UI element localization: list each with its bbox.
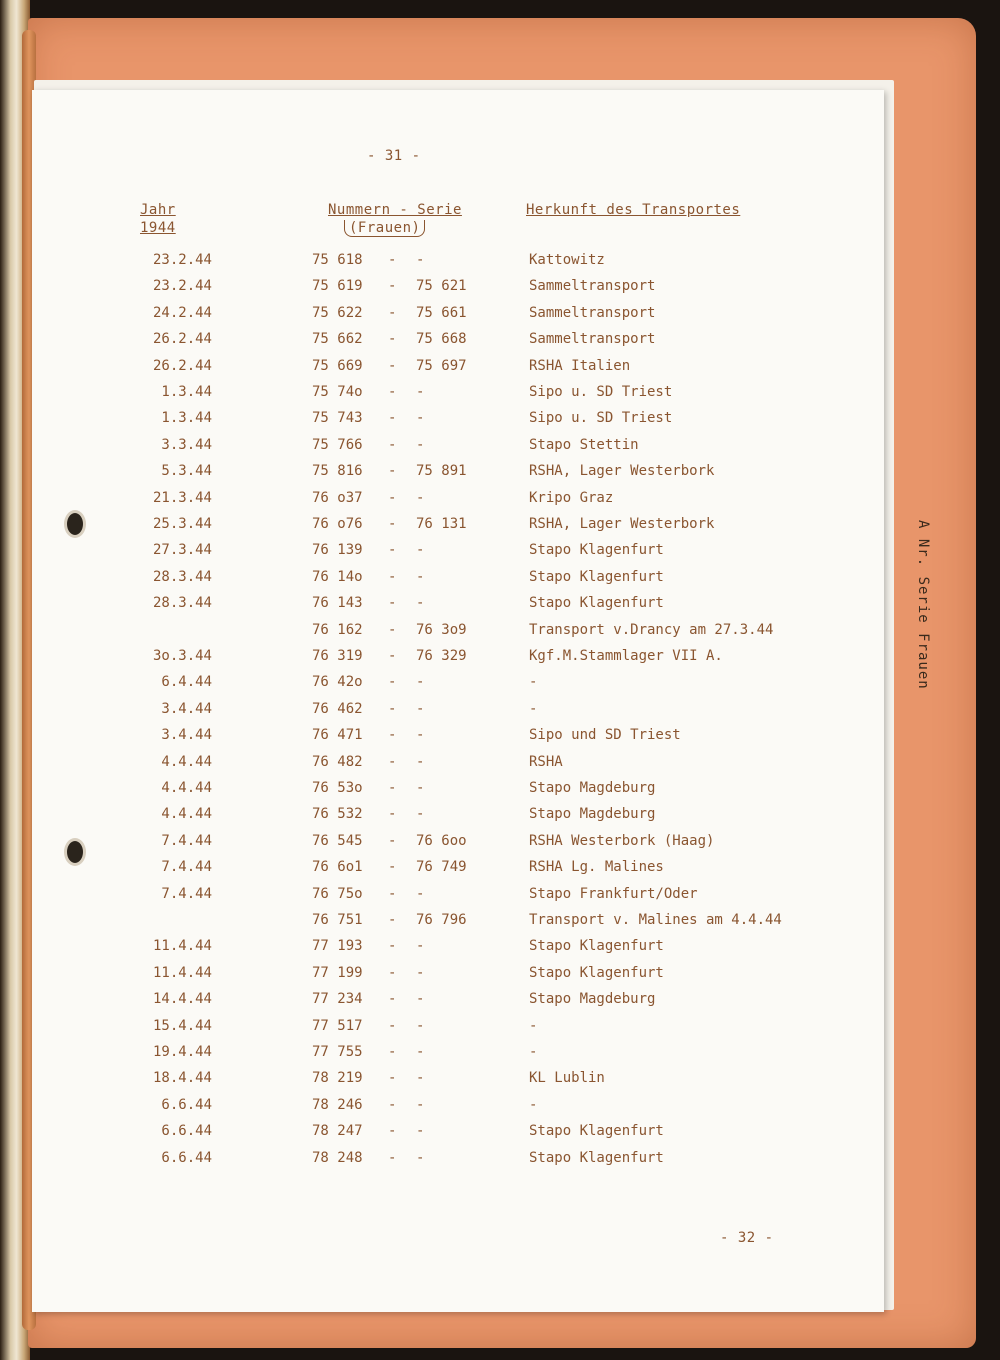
row-date: 14.4.44 <box>152 991 212 1008</box>
table-row <box>32 806 884 832</box>
row-separator: - <box>388 1017 397 1034</box>
row-origin: Sipo u. SD Triest <box>529 384 673 400</box>
row-date: 6.6.44 <box>161 1149 212 1166</box>
row-date: 28.3.44 <box>152 595 212 612</box>
table-row <box>32 780 884 806</box>
row-origin: RSHA, Lager Westerbork <box>529 463 715 480</box>
table-row <box>32 331 884 357</box>
row-separator: - <box>388 648 397 664</box>
row-number-from: 76 319 <box>312 648 363 664</box>
table-row <box>32 912 884 938</box>
row-origin: Transport v.Drancy am 27.3.44 <box>529 621 774 638</box>
row-number-from: 78 246 <box>312 1096 363 1113</box>
row-date: 11.4.44 <box>152 964 212 981</box>
row-number-to: - <box>416 753 425 770</box>
row-date: 19.4.44 <box>152 1044 212 1060</box>
row-date: 4.4.44 <box>161 753 212 770</box>
row-number-from: 77 755 <box>312 1044 363 1060</box>
row-separator: - <box>388 780 397 796</box>
row-number-to: 76 3o9 <box>416 621 467 638</box>
row-separator: - <box>388 885 397 902</box>
header-year: 1944 <box>140 220 176 236</box>
row-origin: Kattowitz <box>529 252 605 268</box>
table-row <box>32 542 884 568</box>
row-number-from: 76 482 <box>312 753 363 770</box>
row-separator: - <box>388 436 397 453</box>
table-row <box>32 569 884 595</box>
row-separator: - <box>388 304 397 321</box>
row-number-to: 76 796 <box>416 912 467 928</box>
row-date: 15.4.44 <box>152 1017 212 1034</box>
table-row <box>32 1018 884 1044</box>
row-origin: Sammeltransport <box>529 304 656 321</box>
row-origin: Sammeltransport <box>529 278 656 295</box>
table-row <box>32 886 884 912</box>
row-separator: - <box>388 1123 397 1140</box>
row-date: 18.4.44 <box>152 1070 212 1087</box>
row-origin: Stapo Stettin <box>529 436 639 453</box>
row-number-to: 75 661 <box>416 304 467 321</box>
table-row <box>32 1044 884 1070</box>
row-number-to: - <box>416 384 425 400</box>
row-number-to: - <box>416 1017 425 1034</box>
table-row <box>32 674 884 700</box>
row-origin: Stapo Klagenfurt <box>529 595 664 612</box>
row-separator: - <box>388 700 397 717</box>
row-date: 4.4.44 <box>161 806 212 823</box>
row-origin: Stapo Klagenfurt <box>529 1123 664 1140</box>
table-row <box>32 965 884 991</box>
table-row <box>32 490 884 516</box>
row-number-from: 76 143 <box>312 595 363 612</box>
side-label: A Nr. Serie Frauen <box>915 520 931 690</box>
row-separator: - <box>388 753 397 770</box>
row-number-to: 76 749 <box>416 859 467 876</box>
row-number-from: 78 219 <box>312 1070 363 1087</box>
row-date: 11.4.44 <box>152 938 212 955</box>
row-date: 7.4.44 <box>161 885 212 902</box>
row-separator: - <box>388 278 397 295</box>
row-origin: Stapo Magdeburg <box>529 780 656 796</box>
table-row <box>32 727 884 753</box>
row-origin: Sipo und SD Triest <box>529 727 681 744</box>
row-number-from: 75 619 <box>312 278 363 295</box>
row-separator: - <box>388 252 397 268</box>
header-nummern: Nummern - Serie <box>328 202 462 218</box>
table-row <box>32 859 884 885</box>
row-date: 23.2.44 <box>152 278 212 295</box>
row-origin: - <box>529 674 538 691</box>
row-number-to: - <box>416 806 425 823</box>
row-date: 1.3.44 <box>161 384 212 400</box>
row-origin: Stapo Klagenfurt <box>529 1149 664 1166</box>
row-date: 7.4.44 <box>161 832 212 849</box>
row-number-from: 76 42o <box>312 674 363 691</box>
page-number-bottom: - 32 - <box>720 1230 774 1246</box>
row-number-to: - <box>416 991 425 1008</box>
row-number-from: 75 816 <box>312 463 363 480</box>
row-separator: - <box>388 991 397 1008</box>
row-origin: Stapo Klagenfurt <box>529 964 664 981</box>
row-date: 21.3.44 <box>152 489 212 506</box>
row-number-to: - <box>416 727 425 744</box>
row-origin: Sipo u. SD Triest <box>529 410 673 427</box>
table-row <box>32 595 884 621</box>
row-number-to: - <box>416 780 425 796</box>
table-row <box>32 754 884 780</box>
row-number-to: 76 131 <box>416 516 467 532</box>
row-number-to: - <box>416 938 425 955</box>
row-separator: - <box>388 1149 397 1166</box>
row-separator: - <box>388 357 397 374</box>
row-date: 6.4.44 <box>161 674 212 691</box>
row-origin: Stapo Klagenfurt <box>529 938 664 955</box>
table-row <box>32 622 884 648</box>
row-number-from: 75 74o <box>312 384 363 400</box>
row-date: 5.3.44 <box>161 463 212 480</box>
row-origin: Stapo Klagenfurt <box>529 542 664 559</box>
row-origin: - <box>529 1096 538 1113</box>
table-row <box>32 938 884 964</box>
row-origin: - <box>529 1017 538 1034</box>
row-number-from: 76 53o <box>312 780 363 796</box>
row-number-to: - <box>416 885 425 902</box>
row-number-to: - <box>416 1096 425 1113</box>
row-date: 24.2.44 <box>152 304 212 321</box>
row-date: 27.3.44 <box>152 542 212 559</box>
row-number-from: 76 162 <box>312 621 363 638</box>
row-separator: - <box>388 595 397 612</box>
row-origin: RSHA Lg. Malines <box>529 859 664 876</box>
table-row <box>32 410 884 436</box>
row-date: 7.4.44 <box>161 859 212 876</box>
row-number-to: 75 668 <box>416 331 467 348</box>
row-origin: Stapo Magdeburg <box>529 806 656 823</box>
row-origin: RSHA Westerbork (Haag) <box>529 832 715 849</box>
row-number-from: 75 669 <box>312 357 363 374</box>
row-origin: - <box>529 1044 538 1060</box>
row-number-to: 75 621 <box>416 278 467 295</box>
header-herkunft: Herkunft des Transportes <box>526 202 741 218</box>
row-separator: - <box>388 542 397 559</box>
row-number-from: 75 622 <box>312 304 363 321</box>
row-number-from: 76 471 <box>312 727 363 744</box>
row-number-from: 77 193 <box>312 938 363 955</box>
table-row <box>32 358 884 384</box>
row-separator: - <box>388 964 397 981</box>
row-number-from: 75 766 <box>312 436 363 453</box>
row-separator: - <box>388 621 397 638</box>
row-origin: Stapo Klagenfurt <box>529 568 664 585</box>
row-separator: - <box>388 806 397 823</box>
table-row <box>32 833 884 859</box>
row-origin: Stapo Frankfurt/Oder <box>529 885 698 902</box>
row-number-to: 75 891 <box>416 463 467 480</box>
row-number-from: 76 532 <box>312 806 363 823</box>
row-separator: - <box>388 489 397 506</box>
row-date: 26.2.44 <box>152 331 212 348</box>
table-row <box>32 463 884 489</box>
row-date: 1.3.44 <box>161 410 212 427</box>
row-date: 25.3.44 <box>152 516 212 532</box>
row-date: 6.6.44 <box>161 1096 212 1113</box>
row-origin: RSHA <box>529 753 563 770</box>
row-number-to: - <box>416 410 425 427</box>
page-number-top: - 31 - <box>367 148 421 164</box>
row-separator: - <box>388 1070 397 1087</box>
row-number-to: - <box>416 595 425 612</box>
row-number-from: 76 462 <box>312 700 363 717</box>
row-date: 3.3.44 <box>161 436 212 453</box>
row-number-from: 78 247 <box>312 1123 363 1140</box>
row-date: 4.4.44 <box>161 780 212 796</box>
row-origin: Kgf.M.Stammlager VII A. <box>529 648 723 664</box>
row-date: 3o.3.44 <box>152 648 212 664</box>
table-row <box>32 701 884 727</box>
row-origin: Kripo Graz <box>529 489 614 506</box>
row-number-to: - <box>416 964 425 981</box>
row-number-from: 76 14o <box>312 568 363 585</box>
table-row <box>32 1097 884 1123</box>
row-origin: Transport v. Malines am 4.4.44 <box>529 912 782 928</box>
table-row <box>32 991 884 1017</box>
row-number-from: 76 o37 <box>312 489 363 506</box>
table-row <box>32 384 884 410</box>
row-number-from: 76 75o <box>312 885 363 902</box>
row-separator: - <box>388 1044 397 1060</box>
row-number-to: - <box>416 1044 425 1060</box>
row-date: 3.4.44 <box>161 727 212 744</box>
row-number-from: 76 6o1 <box>312 859 363 876</box>
row-separator: - <box>388 384 397 400</box>
table-row <box>32 516 884 542</box>
row-separator: - <box>388 859 397 876</box>
row-separator: - <box>388 912 397 928</box>
row-number-to: - <box>416 1149 425 1166</box>
table-row <box>32 437 884 463</box>
table-row <box>32 648 884 674</box>
table-row <box>32 278 884 304</box>
row-separator: - <box>388 938 397 955</box>
row-separator: - <box>388 674 397 691</box>
row-origin: - <box>529 700 538 717</box>
row-number-from: 75 743 <box>312 410 363 427</box>
row-separator: - <box>388 331 397 348</box>
row-origin: KL Lublin <box>529 1070 605 1087</box>
row-number-from: 77 517 <box>312 1017 363 1034</box>
row-number-from: 76 o76 <box>312 516 363 532</box>
table-row <box>32 1070 884 1096</box>
row-separator: - <box>388 463 397 480</box>
row-number-from: 76 139 <box>312 542 363 559</box>
row-number-to: - <box>416 1123 425 1140</box>
row-number-to: 76 329 <box>416 648 467 664</box>
row-number-from: 76 545 <box>312 832 363 849</box>
row-number-to: - <box>416 568 425 585</box>
table-row <box>32 1150 884 1176</box>
document-page <box>32 90 884 1312</box>
row-separator: - <box>388 1096 397 1113</box>
header-jahr: Jahr <box>140 202 176 218</box>
row-date: 3.4.44 <box>161 700 212 717</box>
row-date: 23.2.44 <box>152 252 212 268</box>
row-number-from: 77 234 <box>312 991 363 1008</box>
table-row <box>32 305 884 331</box>
row-separator: - <box>388 727 397 744</box>
row-origin: RSHA Italien <box>529 357 631 374</box>
row-origin: Sammeltransport <box>529 331 656 348</box>
row-number-to: - <box>416 436 425 453</box>
row-origin: Stapo Magdeburg <box>529 991 656 1008</box>
row-date: 6.6.44 <box>161 1123 212 1140</box>
row-number-to: - <box>416 674 425 691</box>
row-origin: RSHA, Lager Westerbork <box>529 516 715 532</box>
row-number-to: 75 697 <box>416 357 467 374</box>
row-number-to: - <box>416 542 425 559</box>
row-number-to: 76 6oo <box>416 832 467 849</box>
row-date: 28.3.44 <box>152 568 212 585</box>
row-number-to: - <box>416 489 425 506</box>
row-number-from: 77 199 <box>312 964 363 981</box>
row-number-to: - <box>416 1070 425 1087</box>
row-number-from: 75 618 <box>312 252 363 268</box>
row-separator: - <box>388 516 397 532</box>
header-frauen: (Frauen) <box>344 220 425 236</box>
row-date: 26.2.44 <box>152 357 212 374</box>
table-row <box>32 1123 884 1149</box>
row-number-to: - <box>416 700 425 717</box>
row-separator: - <box>388 568 397 585</box>
table-row <box>32 252 884 278</box>
row-separator: - <box>388 832 397 849</box>
row-number-from: 76 751 <box>312 912 363 928</box>
row-number-to: - <box>416 252 425 268</box>
row-separator: - <box>388 410 397 427</box>
row-number-from: 75 662 <box>312 331 363 348</box>
row-number-from: 78 248 <box>312 1149 363 1166</box>
